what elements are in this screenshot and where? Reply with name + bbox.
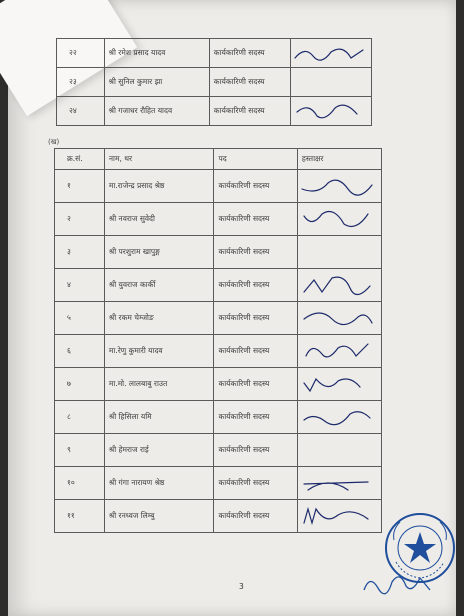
table-row xyxy=(55,170,382,203)
signature-cell xyxy=(297,203,381,236)
member-post: कार्यकारिणी सदस्य xyxy=(214,368,297,401)
header-signature: हस्ताक्षर xyxy=(297,149,381,170)
table-row xyxy=(55,467,382,500)
stamp-handwriting xyxy=(360,560,450,600)
signature-cell xyxy=(297,170,381,203)
member-name: श्री नवराज सुवेदी xyxy=(104,203,214,236)
members-table-header xyxy=(55,149,382,170)
signature-cell xyxy=(297,401,381,434)
handwritten-signature xyxy=(291,98,369,124)
section-b-label: (ख) xyxy=(48,138,60,146)
member-post: कार्यकारिणी सदस्य xyxy=(209,39,291,68)
serial-number: २४ xyxy=(57,97,105,126)
member-name: श्री हेमराज राई xyxy=(104,434,214,467)
member-name: श्री परशुराम खापुङ्ग xyxy=(104,236,214,269)
signature-cell xyxy=(297,335,381,368)
member-name: श्री गंगा नारायण श्रेष्ठ xyxy=(104,467,214,500)
serial-number: १ xyxy=(55,170,105,203)
handwritten-signature xyxy=(298,470,376,496)
serial-number: २३ xyxy=(57,68,105,97)
serial-number: ३ xyxy=(55,236,105,269)
signature-cell xyxy=(297,467,381,500)
member-post: कार्यकारिणी सदस्य xyxy=(209,97,291,126)
member-name: मा.रेणु कुमारी यादव xyxy=(104,335,214,368)
signature-cell xyxy=(297,269,381,302)
member-post: कार्यकारिणी सदस्य xyxy=(214,467,297,500)
member-post: कार्यकारिणी सदस्य xyxy=(214,170,297,203)
handwritten-signature xyxy=(298,173,376,199)
signature-cell xyxy=(297,302,381,335)
table-row xyxy=(57,97,372,126)
member-post: कार्यकारिणी सदस्य xyxy=(214,401,297,434)
member-post: कार्यकारिणी सदस्य xyxy=(214,335,297,368)
member-name: श्री रनध्वज लिम्बु xyxy=(104,500,214,533)
header-post: पद xyxy=(214,149,297,170)
member-post: कार्यकारिणी सदस्य xyxy=(214,500,297,533)
serial-number: ११ xyxy=(55,500,105,533)
header-serial: क्र.सं. xyxy=(55,149,105,170)
table-row xyxy=(55,302,382,335)
serial-number: १० xyxy=(55,467,105,500)
member-name: श्री हिसिला यमि xyxy=(104,401,214,434)
handwritten-signature xyxy=(298,206,376,232)
member-post: कार्यकारिणी सदस्य xyxy=(214,269,297,302)
serial-number: ४ xyxy=(55,269,105,302)
handwritten-signature xyxy=(298,272,376,298)
table-row xyxy=(55,335,382,368)
member-post: कार्यकारिणी सदस्य xyxy=(214,434,297,467)
member-post: कार्यकारिणी सदस्य xyxy=(214,203,297,236)
table-row xyxy=(55,269,382,302)
header-name: नाम, थर xyxy=(104,149,214,170)
member-name: श्री युवराज कार्की xyxy=(104,269,214,302)
signature-cell xyxy=(297,500,381,533)
handwritten-signature xyxy=(291,40,369,66)
table-row xyxy=(55,401,382,434)
member-name: श्री रकम चेम्जोङ xyxy=(104,302,214,335)
member-post: कार्यकारिणी सदस्य xyxy=(214,236,297,269)
signature-cell xyxy=(297,236,381,269)
serial-number: ५ xyxy=(55,302,105,335)
table-row xyxy=(55,203,382,236)
serial-number: २२ xyxy=(57,39,105,68)
serial-number: ९ xyxy=(55,434,105,467)
member-name: श्री सुनिल कुमार झा xyxy=(104,68,209,97)
signature-cell xyxy=(297,368,381,401)
table-row xyxy=(55,500,382,533)
handwritten-signature xyxy=(298,404,376,430)
handwritten-signature xyxy=(298,338,376,364)
member-post: कार्यकारिणी सदस्य xyxy=(209,68,291,97)
handwritten-signature xyxy=(298,371,376,397)
signature-cell xyxy=(291,39,372,68)
member-name: मा.राजेन्द्र प्रसाद श्रेष्ठ xyxy=(104,170,214,203)
serial-number: ७ xyxy=(55,368,105,401)
page-number: 3 xyxy=(239,582,244,591)
member-post: कार्यकारिणी सदस्य xyxy=(214,302,297,335)
table-row xyxy=(55,368,382,401)
handwritten-signature xyxy=(298,503,376,529)
signature-cell xyxy=(297,434,381,467)
serial-number: २ xyxy=(55,203,105,236)
table-row xyxy=(55,236,382,269)
top-members-table xyxy=(56,38,372,126)
table-row xyxy=(55,434,382,467)
serial-number: ८ xyxy=(55,401,105,434)
members-table xyxy=(54,148,382,533)
table-row xyxy=(57,68,372,97)
signature-cell xyxy=(291,97,372,126)
member-name: मा.मो. लालबाबु राउत xyxy=(104,368,214,401)
member-name: श्री रमेश प्रसाद यादव xyxy=(104,39,209,68)
table-row xyxy=(57,39,372,68)
serial-number: ६ xyxy=(55,335,105,368)
signature-cell xyxy=(291,68,372,97)
member-name: श्री गजाधर रौहित यादव xyxy=(104,97,209,126)
handwritten-signature xyxy=(298,305,376,331)
